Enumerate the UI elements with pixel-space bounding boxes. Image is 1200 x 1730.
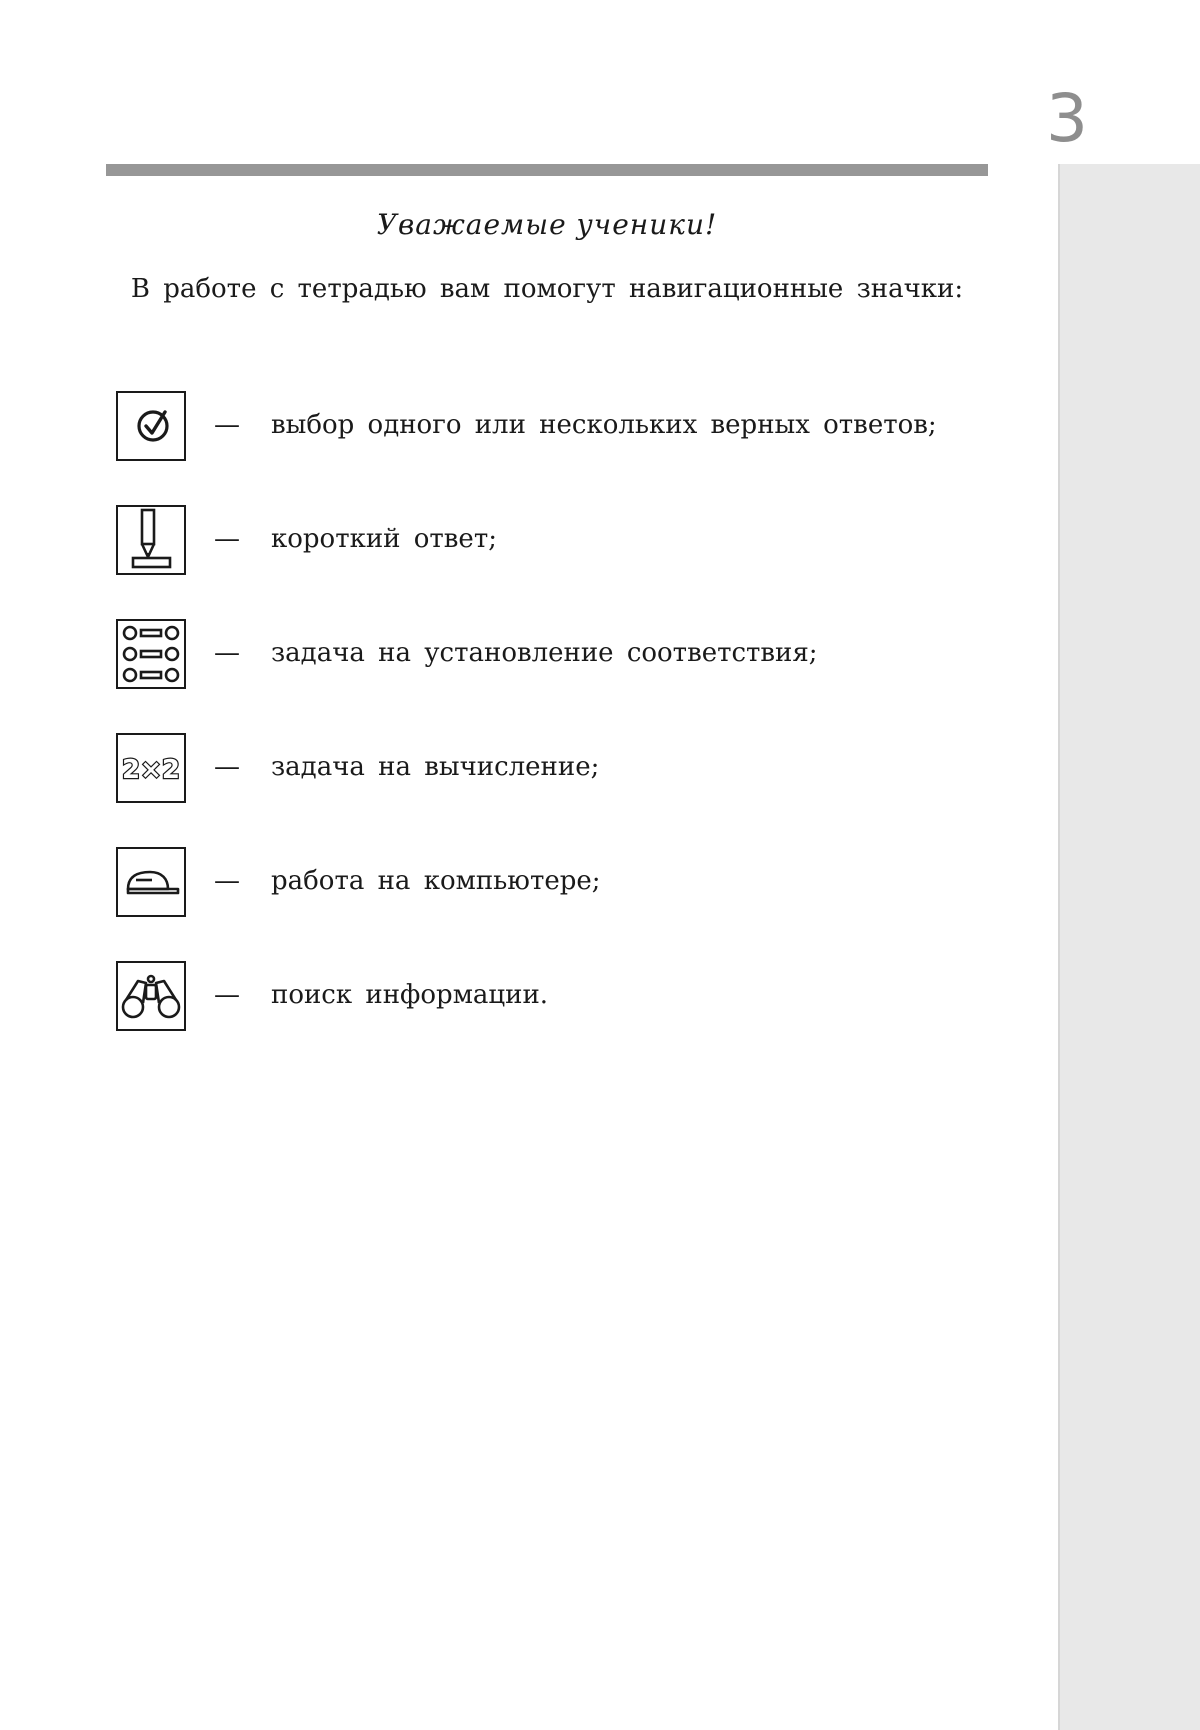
legend-item-text: короткий ответ; xyxy=(271,524,497,554)
legend-item-text: задача на установление соответствия; xyxy=(271,638,818,668)
legend-item xyxy=(116,733,1016,807)
legend-item-text: выбор одного или нескольких верных ответов; xyxy=(271,410,937,440)
legend-item xyxy=(116,961,1016,1035)
legend-item xyxy=(116,619,1016,693)
legend-dash: — xyxy=(214,524,240,554)
greeting-heading: Уважаемые ученики! xyxy=(376,208,718,241)
calculation-icon xyxy=(116,733,186,803)
legend-dash: — xyxy=(214,752,240,782)
intro-text: В работе с тетрадью вам помогут навигационные значки: xyxy=(130,274,964,304)
header-rule xyxy=(106,164,988,176)
side-margin-strip xyxy=(1058,164,1200,1730)
legend-item-text: задача на вычисление; xyxy=(271,752,600,782)
legend-dash: — xyxy=(214,866,240,896)
page-number: 3 xyxy=(1046,80,1088,157)
legend-item xyxy=(116,505,1016,579)
checkmark-circle-icon xyxy=(116,391,186,461)
pencil-icon xyxy=(116,505,186,575)
legend-dash: — xyxy=(214,410,240,440)
legend-dash: — xyxy=(214,980,240,1010)
matching-grid-icon xyxy=(116,619,186,689)
legend-item xyxy=(116,847,1016,921)
legend-item-text: работа на компьютере; xyxy=(271,866,601,896)
legend-dash: — xyxy=(214,638,240,668)
legend-item-text: поиск информации. xyxy=(271,980,549,1010)
calc-icon-label: 2×2 xyxy=(122,755,180,785)
binoculars-icon xyxy=(116,961,186,1031)
computer-mouse-icon xyxy=(116,847,186,917)
legend-item xyxy=(116,391,1016,465)
